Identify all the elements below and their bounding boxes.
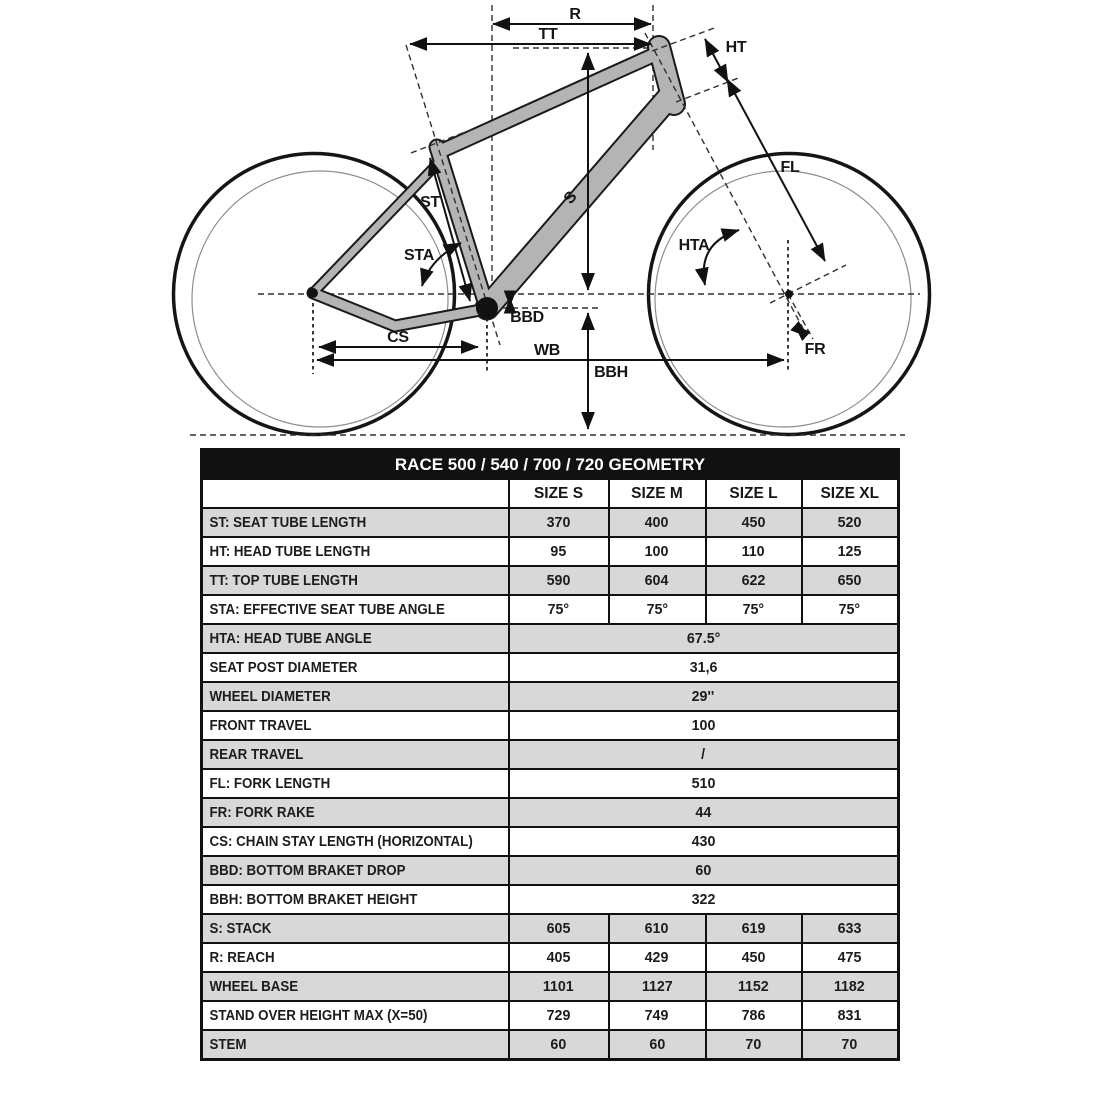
spec-name: EFFECTIVE SEAT TUBE ANGLE [243, 601, 445, 618]
value-cell: 619 [706, 914, 802, 943]
merged-value-cell: 44 [509, 798, 899, 827]
label-cs: CS [387, 329, 409, 346]
value-cell: 70 [802, 1030, 899, 1060]
merged-value-cell: 322 [509, 885, 899, 914]
value-cell: 429 [609, 943, 706, 972]
value-cell: 1182 [802, 972, 899, 1001]
spec-name: REACH [227, 949, 275, 966]
spec-code: TT: [209, 572, 229, 589]
value-cell: 604 [609, 566, 706, 595]
table-row [202, 827, 899, 856]
merged-value-cell: 29'' [509, 682, 899, 711]
value-cell: 75° [509, 595, 609, 624]
spec-name: BOTTOM BRAKET DROP [246, 862, 406, 879]
front-axle [785, 290, 793, 298]
spec-label-cell [202, 972, 509, 1001]
table-row [202, 1001, 899, 1030]
value-cell: 590 [509, 566, 609, 595]
spec-name: STEM [209, 1036, 247, 1053]
table-row [202, 856, 899, 885]
spec-name: FRONT TRAVEL [209, 717, 312, 734]
spec-name: CHAIN STAY LENGTH (HORIZONTAL) [236, 833, 473, 850]
value-cell: 749 [609, 1001, 706, 1030]
spec-code: R: [209, 949, 224, 966]
value-cell: 70 [706, 1030, 802, 1060]
table-row [202, 769, 899, 798]
spec-code: CS: [209, 833, 233, 850]
fork-length-arrow [727, 79, 825, 261]
value-cell: 125 [802, 537, 899, 566]
value-cell: 100 [609, 537, 706, 566]
spec-label-cell [202, 566, 509, 595]
merged-value-cell: 31,6 [509, 653, 899, 682]
table-title-row [202, 450, 899, 480]
value-cell: 370 [509, 508, 609, 537]
value-cell: 475 [802, 943, 899, 972]
merged-value-cell: 60 [509, 856, 899, 885]
value-cell: 450 [706, 508, 802, 537]
spec-name: WHEEL BASE [209, 978, 299, 995]
spec-code: FL: [209, 775, 231, 792]
value-cell: 75° [802, 595, 899, 624]
label-bbd: BBD [510, 309, 544, 326]
table-row [202, 508, 899, 537]
spec-label-cell [202, 856, 509, 885]
spec-label-cell [202, 624, 509, 653]
table-title: RACE 500 / 540 / 700 / 720 GEOMETRY [202, 450, 899, 480]
merged-value-cell: 100 [509, 711, 899, 740]
spec-label-cell [202, 1030, 509, 1060]
label-tt: TT [538, 26, 558, 43]
label-bbh: BBH [594, 364, 628, 381]
spec-label-cell [202, 827, 509, 856]
label-st: ST [420, 194, 440, 211]
label-fr: FR [804, 341, 826, 358]
value-cell: 450 [706, 943, 802, 972]
value-cell: 831 [802, 1001, 899, 1030]
size-l-header: SIZE L [706, 479, 802, 508]
value-cell: 60 [509, 1030, 609, 1060]
table-row [202, 943, 899, 972]
table-row [202, 537, 899, 566]
rear-axle [308, 288, 318, 298]
value-cell: 650 [802, 566, 899, 595]
merged-value-cell: 67.5° [509, 624, 899, 653]
table-row [202, 566, 899, 595]
spec-label-cell [202, 537, 509, 566]
spec-code: BBD: [209, 862, 243, 879]
spec-code: FR: [209, 804, 232, 821]
table-row [202, 682, 899, 711]
spec-label-cell [202, 885, 509, 914]
value-cell: 605 [509, 914, 609, 943]
value-cell: 786 [706, 1001, 802, 1030]
label-ht: HT [725, 39, 747, 56]
label-wb: WB [533, 342, 561, 359]
spec-label-cell [202, 711, 509, 740]
table-row [202, 914, 899, 943]
fork-rake-arrow [795, 326, 806, 336]
merged-value-cell: 430 [509, 827, 899, 856]
spec-code: STA: [209, 601, 240, 618]
table-row [202, 885, 899, 914]
value-cell: 520 [802, 508, 899, 537]
spec-label-cell [202, 595, 509, 624]
spec-name: STACK [226, 920, 272, 937]
spec-name: FORK LENGTH [233, 775, 331, 792]
merged-value-cell: 510 [509, 769, 899, 798]
value-cell: 729 [509, 1001, 609, 1030]
value-cell: 1152 [706, 972, 802, 1001]
size-xl-header: SIZE XL [802, 479, 899, 508]
spec-code: ST: [209, 514, 230, 531]
table-row [202, 624, 899, 653]
value-cell: 110 [706, 537, 802, 566]
spec-name: SEAT POST DIAMETER [209, 659, 358, 676]
value-cell: 75° [706, 595, 802, 624]
bottom-bracket [476, 297, 498, 319]
value-cell: 622 [706, 566, 802, 595]
spec-label-cell [202, 798, 509, 827]
spec-label-cell [202, 943, 509, 972]
spec-code: HT: [209, 543, 231, 560]
value-cell: 1127 [609, 972, 706, 1001]
label-r: R [569, 6, 581, 23]
table-row [202, 711, 899, 740]
size-m-header: SIZE M [609, 479, 706, 508]
spec-label-cell [202, 769, 509, 798]
spec-label-cell [202, 682, 509, 711]
label-s: S [560, 188, 581, 208]
spec-name: STAND OVER HEIGHT MAX (X=50) [209, 1007, 428, 1024]
spec-name: REAR TRAVEL [209, 746, 304, 763]
label-fl: FL [780, 159, 800, 176]
table-row [202, 972, 899, 1001]
spec-label-cell [202, 508, 509, 537]
spec-name: SEAT TUBE LENGTH [233, 514, 367, 531]
spec-name: HEAD TUBE ANGLE [243, 630, 372, 647]
spec-label-cell [202, 914, 509, 943]
merged-value-cell: / [509, 740, 899, 769]
table-row [202, 653, 899, 682]
size-header-row [202, 479, 899, 508]
size-s-header: SIZE S [509, 479, 609, 508]
spec-name: FORK RAKE [235, 804, 315, 821]
value-cell: 400 [609, 508, 706, 537]
geometry-table [200, 448, 900, 1061]
label-sta: STA [404, 247, 434, 264]
value-cell: 405 [509, 943, 609, 972]
value-cell: 95 [509, 537, 609, 566]
bike-geometry-diagram [0, 0, 1100, 446]
label-hta: HTA [678, 237, 710, 254]
spec-name: BOTTOM BRAKET HEIGHT [246, 891, 418, 908]
spec-column-header [202, 479, 509, 508]
spec-label-cell [202, 740, 509, 769]
spec-name: HEAD TUBE LENGTH [233, 543, 371, 560]
spec-name: TOP TUBE LENGTH [232, 572, 358, 589]
value-cell: 60 [609, 1030, 706, 1060]
head-tube-arrow [705, 39, 728, 82]
table-row [202, 595, 899, 624]
spec-code: BBH: [209, 891, 243, 908]
table-row [202, 798, 899, 827]
bike-frame [313, 47, 674, 326]
value-cell: 610 [609, 914, 706, 943]
spec-code: S: [209, 920, 223, 937]
value-cell: 1101 [509, 972, 609, 1001]
table-row [202, 1030, 899, 1060]
spec-code: HTA: [209, 630, 241, 647]
spec-name: WHEEL DIAMETER [209, 688, 331, 705]
spec-label-cell [202, 1001, 509, 1030]
value-cell: 75° [609, 595, 706, 624]
table-row [202, 740, 899, 769]
spec-label-cell [202, 653, 509, 682]
value-cell: 633 [802, 914, 899, 943]
